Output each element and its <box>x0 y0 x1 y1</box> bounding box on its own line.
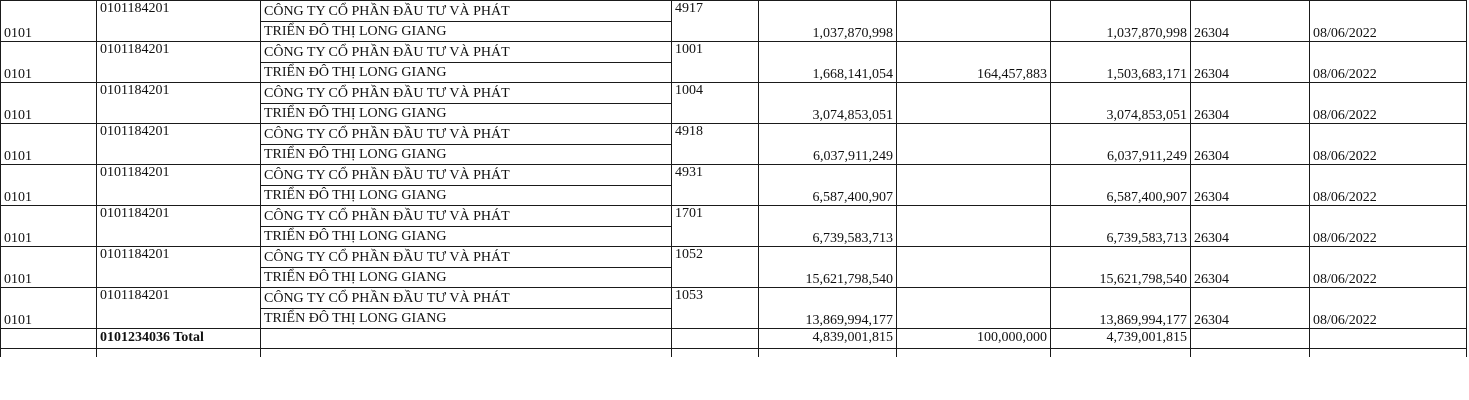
tax-code-cell: 0101184201 <box>97 247 261 288</box>
balance-cell: 15,621,798,540 <box>1051 247 1191 288</box>
total-company-cell <box>261 329 672 349</box>
edge-cell <box>672 349 759 357</box>
doc-no-cell: 26304 <box>1191 165 1310 206</box>
ledger-body <box>1 1 1467 357</box>
credit-cell: 164,457,883 <box>897 42 1051 83</box>
branch-cell: 0101 <box>1 247 97 288</box>
debit-cell: 15,621,798,540 <box>759 247 897 288</box>
branch-cell: 0101 <box>1 206 97 247</box>
doc-no-cell: 26304 <box>1191 83 1310 124</box>
table-row <box>1 288 1467 309</box>
edge-cell <box>1310 349 1467 357</box>
branch-cell: 0101 <box>1 1 97 42</box>
doc-no-cell: 26304 <box>1191 124 1310 165</box>
company-name-line2: TRIỂN ĐÔ THỊ LONG GIANG <box>261 145 672 165</box>
company-name-line2: TRIỂN ĐÔ THỊ LONG GIANG <box>261 268 672 288</box>
total-branch-cell <box>1 329 97 349</box>
tax-code-cell: 0101184201 <box>97 42 261 83</box>
company-name-line1: CÔNG TY CỔ PHẦN ĐẦU TƯ VÀ PHÁT <box>261 42 672 63</box>
edge-cell <box>97 349 261 357</box>
account-cell: 1004 <box>672 83 759 124</box>
doc-no-cell: 26304 <box>1191 247 1310 288</box>
table-row <box>1 124 1467 145</box>
account-cell: 1701 <box>672 206 759 247</box>
date-cell: 08/06/2022 <box>1310 83 1467 124</box>
total-empty-cell <box>672 329 759 349</box>
date-cell: 08/06/2022 <box>1310 42 1467 83</box>
company-name-line1: CÔNG TY CỔ PHẦN ĐẦU TƯ VÀ PHÁT <box>261 83 672 104</box>
doc-no-cell: 26304 <box>1191 42 1310 83</box>
account-cell: 1001 <box>672 42 759 83</box>
edge-cell <box>1 349 97 357</box>
table-row <box>1 1 1467 22</box>
debit-cell: 6,739,583,713 <box>759 206 897 247</box>
edge-cell <box>759 349 897 357</box>
credit-cell <box>897 83 1051 124</box>
total-balance: 4,739,001,815 <box>1051 329 1191 349</box>
company-name-line2: TRIỂN ĐÔ THỊ LONG GIANG <box>261 309 672 329</box>
account-cell: 1052 <box>672 247 759 288</box>
total-date-cell <box>1310 329 1467 349</box>
company-name-line1: CÔNG TY CỔ PHẦN ĐẦU TƯ VÀ PHÁT <box>261 124 672 145</box>
date-cell: 08/06/2022 <box>1310 124 1467 165</box>
credit-cell <box>897 124 1051 165</box>
company-name-line2: TRIỂN ĐÔ THỊ LONG GIANG <box>261 63 672 83</box>
edge-cell <box>1191 349 1310 357</box>
company-name-line2: TRIỂN ĐÔ THỊ LONG GIANG <box>261 186 672 206</box>
balance-cell: 6,587,400,907 <box>1051 165 1191 206</box>
edge-cell <box>261 349 672 357</box>
debit-cell: 1,668,141,054 <box>759 42 897 83</box>
branch-cell: 0101 <box>1 288 97 329</box>
edge-cell <box>897 349 1051 357</box>
company-name-line1: CÔNG TY CỔ PHẦN ĐẦU TƯ VÀ PHÁT <box>261 165 672 186</box>
edge-row <box>1 349 1467 357</box>
credit-cell <box>897 247 1051 288</box>
branch-cell: 0101 <box>1 124 97 165</box>
table-row <box>1 165 1467 186</box>
table-row <box>1 42 1467 63</box>
edge-cell <box>1051 349 1191 357</box>
account-cell: 4931 <box>672 165 759 206</box>
account-cell: 4918 <box>672 124 759 165</box>
total-debit: 4,839,001,815 <box>759 329 897 349</box>
doc-no-cell: 26304 <box>1191 288 1310 329</box>
tax-code-cell: 0101184201 <box>97 165 261 206</box>
debit-cell: 3,074,853,051 <box>759 83 897 124</box>
debit-cell: 13,869,994,177 <box>759 288 897 329</box>
branch-cell: 0101 <box>1 83 97 124</box>
credit-cell <box>897 206 1051 247</box>
date-cell: 08/06/2022 <box>1310 165 1467 206</box>
account-cell: 4917 <box>672 1 759 42</box>
balance-cell: 1,037,870,998 <box>1051 1 1191 42</box>
company-name-line1: CÔNG TY CỔ PHẦN ĐẦU TƯ VÀ PHÁT <box>261 247 672 268</box>
table-row <box>1 83 1467 104</box>
account-cell: 1053 <box>672 288 759 329</box>
table-row <box>1 206 1467 227</box>
company-name-line2: TRIỂN ĐÔ THỊ LONG GIANG <box>261 22 672 42</box>
balance-cell: 6,037,911,249 <box>1051 124 1191 165</box>
doc-no-cell: 26304 <box>1191 1 1310 42</box>
debit-cell: 6,587,400,907 <box>759 165 897 206</box>
total-label: 0101234036 Total <box>97 329 261 349</box>
company-name-line1: CÔNG TY CỔ PHẦN ĐẦU TƯ VÀ PHÁT <box>261 1 672 22</box>
company-name-line2: TRIỂN ĐÔ THỊ LONG GIANG <box>261 227 672 247</box>
tax-code-cell: 0101184201 <box>97 1 261 42</box>
balance-cell: 6,739,583,713 <box>1051 206 1191 247</box>
table-row <box>1 247 1467 268</box>
doc-no-cell: 26304 <box>1191 206 1310 247</box>
branch-cell: 0101 <box>1 165 97 206</box>
total-doc-cell <box>1191 329 1310 349</box>
credit-cell <box>897 1 1051 42</box>
balance-cell: 1,503,683,171 <box>1051 42 1191 83</box>
total-credit: 100,000,000 <box>897 329 1051 349</box>
balance-cell: 3,074,853,051 <box>1051 83 1191 124</box>
date-cell: 08/06/2022 <box>1310 288 1467 329</box>
date-cell: 08/06/2022 <box>1310 1 1467 42</box>
debit-cell: 1,037,870,998 <box>759 1 897 42</box>
total-row <box>1 329 1467 349</box>
credit-cell <box>897 165 1051 206</box>
tax-code-cell: 0101184201 <box>97 83 261 124</box>
date-cell: 08/06/2022 <box>1310 247 1467 288</box>
company-name-line1: CÔNG TY CỔ PHẦN ĐẦU TƯ VÀ PHÁT <box>261 288 672 309</box>
date-cell: 08/06/2022 <box>1310 206 1467 247</box>
debit-cell: 6,037,911,249 <box>759 124 897 165</box>
branch-cell: 0101 <box>1 42 97 83</box>
tax-code-cell: 0101184201 <box>97 124 261 165</box>
company-name-line2: TRIỂN ĐÔ THỊ LONG GIANG <box>261 104 672 124</box>
balance-cell: 13,869,994,177 <box>1051 288 1191 329</box>
company-name-line1: CÔNG TY CỔ PHẦN ĐẦU TƯ VÀ PHÁT <box>261 206 672 227</box>
credit-cell <box>897 288 1051 329</box>
tax-code-cell: 0101184201 <box>97 206 261 247</box>
tax-code-cell: 0101184201 <box>97 288 261 329</box>
